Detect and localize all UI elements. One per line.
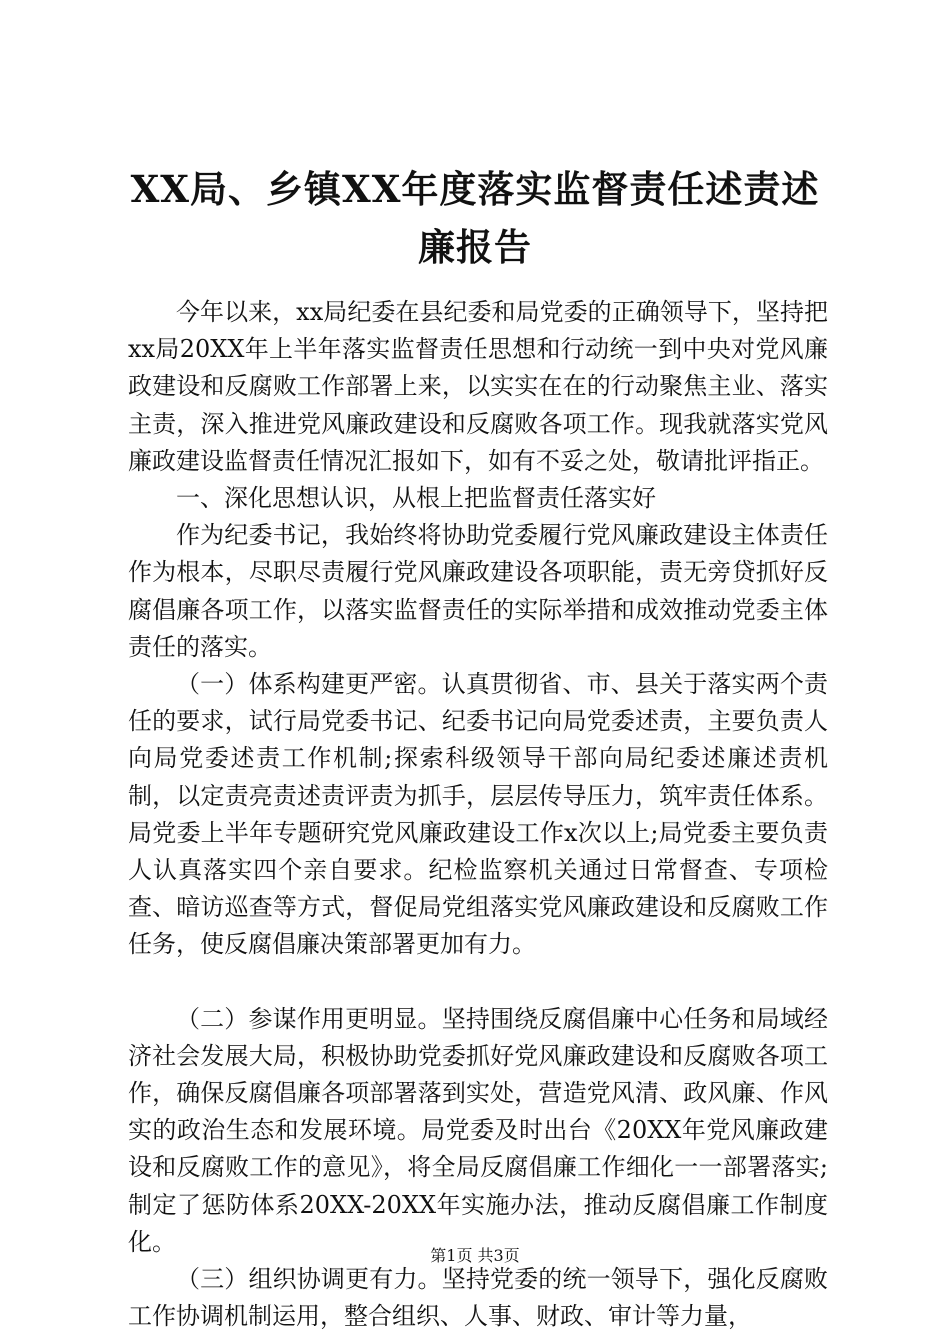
- paragraph-section-1: 作为纪委书记，我始终将协助党委履行党风廉政建设主体责任作为根本，尽职尽责履行党风廉政建设各项职能，责无旁贷抓好反腐倡廉各项工作，以落实监督责任的实际举措和成效推动党委主体责任的落实。: [128, 521, 828, 661]
- paragraph-subsection-1: （一）体系构建更严密。认真贯彻省、市、县关于落实两个责任的要求，试行局党委书记、纪委书记向局党委述责，主要负责人向局党委述责工作机制;探索科级领导干部向局纪委述廉述责机制，以定责亮责述责评责为抓手，层层传导压力，筑牢责任体系。局党委上半年专题研究党风廉政建设工作x次以上;局党委主要负责人认真落实四个亲自要求。纪检监察机关通过日常督查、专项检查、暗访巡查等方式，督促局党组落实党风廉政建设和反腐败工作任务，使反腐倡廉决策部署更加有力。: [128, 670, 828, 959]
- paragraph-subsection-3: （三）组织协调更有力。坚持党委的统一领导下，强化反腐败工作协调机制运用，整合组织、人事、财政、审计等力量，: [128, 1265, 828, 1331]
- page-footer: 第1页 共3页: [430, 1246, 520, 1265]
- section-heading-1: 一、深化思想认识，从根上把监督责任落实好: [176, 484, 656, 513]
- paragraph-subsection-2: （二）参谋作用更明显。坚持围绕反腐倡廉中心任务和局域经济社会发展大局，积极协助党委抓好党风廉政建设和反腐败各项工作，确保反腐倡廉各项部署落到实处，营造党风清、政风廉、作风实的政治生态和发展环境。局党委及时出台《20XX年党风廉政建设和反腐败工作的意见》，将全局反腐倡廉工作细化一一部署落实;制定了惩防体系20XX-20XX年实施办法，推动反腐倡廉工作制度化。: [128, 1004, 828, 1256]
- paragraph-intro: 今年以来，xx局纪委在县纪委和局党委的正确领导下，坚持把xx局20XX年上半年落实监督责任思想和行动统一到中央对党风廉政建设和反腐败工作部署上来，以实实在在的行动聚焦主业、落实主责，深入推进党风廉政建设和反腐败各项工作。现我就落实党风廉政建设监督责任情况汇报如下，如有不妥之处，敬请批评指正。: [128, 298, 828, 475]
- document-body: [128, 294, 828, 1335]
- document-title: XX局、乡镇XX年度落实监督责任述责述廉报告: [130, 167, 820, 269]
